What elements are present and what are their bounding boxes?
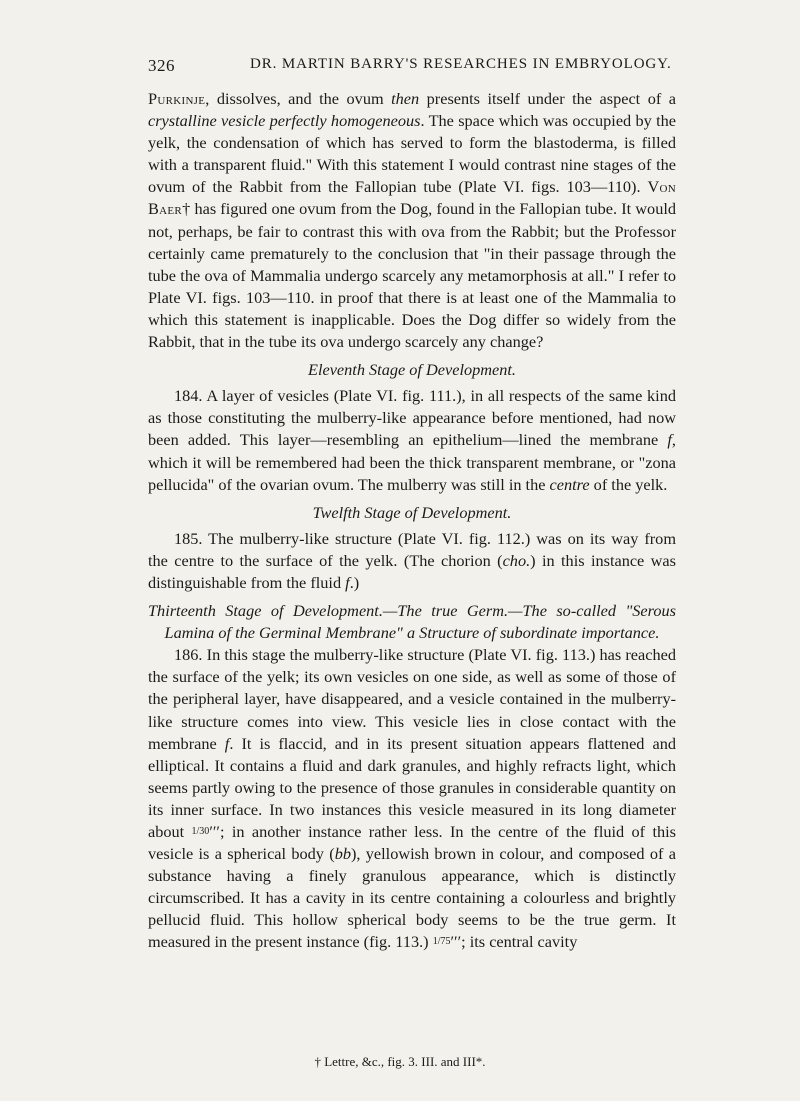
page-header [0, 56, 800, 80]
body-text [148, 88, 676, 954]
paragraph-185: 185. The mulberry-like structure (Plate VI. fig. 112.) was on its way from the centre to the surface of the yelk. (The chorion (cho.) in this instance was distinguishable from the fluid f.) [148, 528, 676, 592]
section-heading-twelfth-stage: Twelfth Stage of Development. [312, 502, 512, 522]
section-heading-thirteenth-stage: Thirteenth Stage of Development.—The true Germ.—The so-called "Serous Lamina of the Germinal Membrane" a Structure of subordinate importance. [148, 601, 676, 643]
paragraph-continued: Purkinje, dissolves, and the ovum then presents itself under the aspect of a crystalline vesicle perfectly homogeneous. The space which was occupied by the yelk, the condensation of which has served to form the blastoderma, is filled with a transparent fluid." With this statement I would contrast nine stages of the ovum of the Rabbit from the Fallopian tube (Plate VI. figs. 103—110). Von Baer† has figured one ovum from the Dog, found in the Fallopian tube. It would not, perhaps, be fair to contrast this with ova from the Rabbit; but the Professor certainly came prematurely to the conclusion that "in their passage through the tube the ova of Mammalia undergo scarcely any metamorphosis at all." I refer to Plate VI. figs. 103—110. in proof that there is at least one of the Mammalia to which this statement is inapplicable. Does the Dog differ so widely from the Rabbit, that in the tube its ova undergo scarcely any change? [148, 89, 676, 352]
fraction-seventy-fifth: 1/75 [432, 936, 451, 948]
fraction-thirtieth: 1/30 [191, 826, 210, 837]
running-title: DR. MARTIN BARRY'S RESEARCHES IN EMBRYOLOGY. [250, 56, 672, 72]
page-number: 326 [148, 56, 175, 75]
footnote: † Lettre, &c., fig. 3. III. and III*. [314, 1054, 486, 1069]
paragraph-184: 184. A layer of vesicles (Plate VI. fig. 111.), in all respects of the same kind as those constituting the mulberry-like appearance before mentioned, had now been added. This layer—resembling an epithelium—lined the membrane f, which it will be remembered had been the thick transparent membrane, or "zona pellucida" of the ovarian ovum. The mulberry was still in the centre of the yelk. [148, 386, 676, 494]
section-heading-eleventh-stage: Eleventh Stage of Development. [308, 360, 516, 380]
paragraph-186: 186. In this stage the mulberry-like structure (Plate VI. fig. 113.) has reached the surface of the yelk; its own vesicles on one side, as well as some of those of the peripheral layer, have disappeared, and a vesicle contained in the mulberry-like structure comes into view. This vesicle lies in close contact with the membrane f. It is flaccid, and in its present situation appears flattened and elliptical. It contains a fluid and dark granules, and highly refracts light, which seems partly owing to the presence of those granules in considerable quantity on its inner surface. In two instances this vesicle measured in its long diameter about 1/30′′′; in another instance rather less. In the centre of the fluid of this vesicle is a spherical body (bb), yellowish brown in colour, and composed of a substance having a finely granulous appearance, which is distinctly circumscribed. It has a cavity in its centre containing a colourless and brightly pellucid fluid. This hollow spherical body seems to be the true germ. It measured in the present instance (fig. 113.) 1/75′′′; its central cavity [148, 645, 677, 952]
